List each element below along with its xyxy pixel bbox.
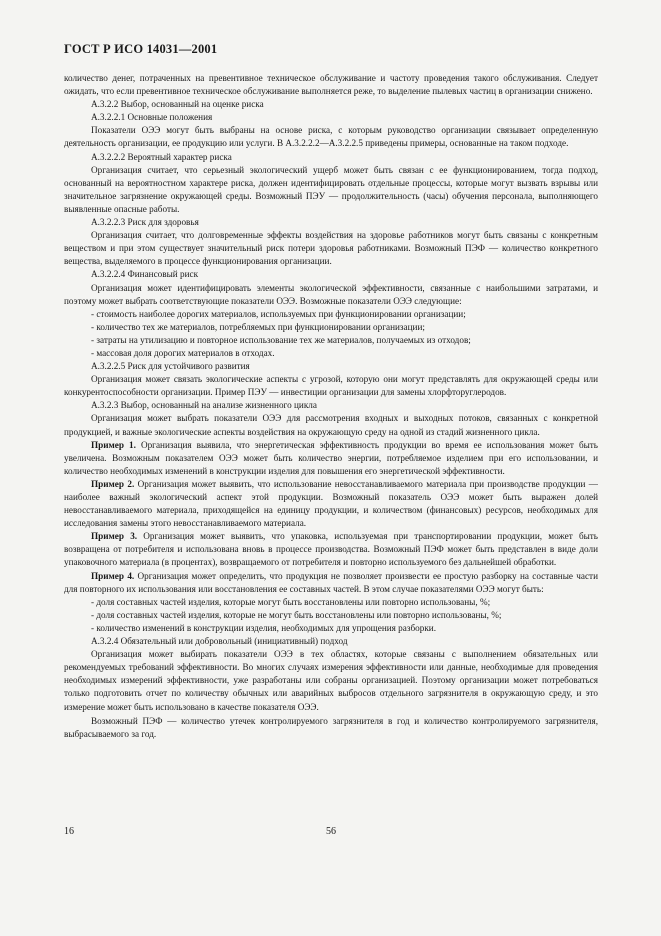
paragraph: Организация считает, что серьезный экологический ущерб может быть связан с ее функционированием, тогда подход, основанный на вероятностном характере риска, должен идентифицировать отдельные процессы, которые могут вызвать взрывы или значительное загрязнение окружающей среды. Возможный ПЭУ — продолжительность (часы) обучения персонала, выполняющего выявленные опасные работы. xyxy=(64,164,598,214)
section-heading: А.3.2.2.2 Вероятный характер риска xyxy=(91,151,232,162)
paragraph: Организация может выбрать показатели ОЭЭ для рассмотрения входных и выходных потоков, связанных с конкретной продукцией, и важные экологические аспекты воздействия на окружающую среду на одной из стадий жизненного цикла. xyxy=(64,413,598,437)
example-text: Организация выявила, что энергетическая эффективность продукции во время ее использования может быть увеличена. Возможным показателем ОЭЭ может быть количество энергии, потребляемое изделием при его использовании, и количество необходимых изменений в конструкции изделия для повышения его энергетической эффективности. xyxy=(64,439,598,476)
paragraph: Показатели ОЭЭ могут быть выбраны на основе риска, с которым руководство организации связывает определенную деятельность организации, ее продукцию или услуги. В А.3.2.2.2—А.3.2.2.5 приведены примеры, основанные на таком подходе. xyxy=(64,125,598,149)
section-heading: А.3.2.2 Выбор, основанный на оценке риска xyxy=(91,99,264,110)
example-label: Пример 3. xyxy=(91,531,138,542)
section-heading: А.3.2.2.3 Риск для здоровья xyxy=(91,217,199,228)
example-text: Организация может определить, что продукция не позволяет произвести ее простую разборку на составные части для повторного их использования или восстановления ее составных частей. В этом случае показателями ОЭЭ могут быть: xyxy=(64,570,598,594)
paragraph: Организация может идентифицировать элементы экологической эффективности, связанные с наибольшими затратами, и поэтому может выбрать соответствующие показатели ОЭЭ. Возможные показатели ОЭЭ следующие: xyxy=(64,282,598,306)
list-item: - доля составных частей изделия, которые могут быть восстановлены или повторно использованы, %; xyxy=(91,596,491,607)
example-label: Пример 1. xyxy=(91,439,136,450)
paragraph: количество денег, потраченных на превентивное техническое обслуживание и частоту проведения такого обслуживания. Следует ожидать, что если превентивное техническое обслуживание выполняется реже, то выделение пылевых частиц в организации снижено. xyxy=(64,73,598,97)
footer-page-number: 16 xyxy=(64,826,74,837)
section-heading: А.3.2.4 Обязательный или добровольный (инициативный) подход xyxy=(91,636,348,647)
paragraph: Возможный ПЭФ — количество утечек контролируемого загрязнителя в год и количество контролируемого загрязнителя, выбрасываемого за год. xyxy=(64,715,598,739)
list-item: - количество изменений в конструкции изделия, необходимых для упрощения разборки. xyxy=(91,622,437,633)
list-item: - доля составных частей изделия, которые не могут быть восстановлены или повторно использованы, %; xyxy=(91,609,502,620)
example-paragraph xyxy=(64,439,598,478)
document-header: ГОСТ Р ИСО 14031—2001 xyxy=(64,42,218,56)
list-item: - количество тех же материалов, потребляемых при функционировании организации; xyxy=(91,321,425,332)
footer-sheet-number: 56 xyxy=(326,826,336,837)
example-label: Пример 4. xyxy=(91,570,135,581)
example-label: Пример 2. xyxy=(91,478,135,489)
list-item: - затраты на утилизацию и повторное использование тех же материалов, получаемых из отходов; xyxy=(91,334,471,345)
section-heading: А.3.2.2.5 Риск для устойчивого развития xyxy=(91,361,250,372)
section-heading: А.3.2.2.1 Основные положения xyxy=(91,112,213,123)
section-heading: А.3.2.3 Выбор, основанный на анализе жизненного цикла xyxy=(91,400,317,411)
document-body xyxy=(64,72,598,741)
list-item: - массовая доля дорогих материалов в отходах. xyxy=(91,347,275,358)
example-paragraph xyxy=(64,530,598,569)
paragraph: Организация может связать экологические аспекты с угрозой, которую они могут представлять для окружающей среды или конкурентоспособности организации. Пример ПЭУ — инвестиции организации для замены хлорфторуглеродов. xyxy=(64,374,598,398)
paragraph: Организация считает, что долговременные эффекты воздействия на здоровье работников могут быть связаны с конкретным веществом и при этом существует значительный риск потери здоровья работниками. Возможный ПЭФ — количество конкретного вещества, выделяемого в процессе функционирования организации. xyxy=(64,230,598,267)
list-item: - стоимость наиболее дорогих материалов, используемых при функционировании организации; xyxy=(91,308,466,319)
section-heading: А.3.2.2.4 Финансовый риск xyxy=(91,269,199,280)
example-paragraph xyxy=(64,478,598,530)
example-text: Организация может выявить, что упаковка, используемая при транспортировании продукции, может быть возвращена от потребителя и использована вновь в процессе производства. Возможный ПЭФ может быть представлен в виде доли упаковочного материала (в процентах), возвращаемого от потребителя и повторно используемого без дальнейшей обработки. xyxy=(64,531,598,568)
example-text: Организация может выявить, что использование невосстанавливаемого материала при производстве продукции — наиболее важный экологический аспект этой продукции. Возможный показатель ОЭЭ может быть выражен долей невосстанавливаемого материала, приходящейся на единицу продукции, и количеством (финансовых) ресурсов, необходимых для исследования замены этого невосстанавливаемого материала. xyxy=(64,478,598,529)
paragraph: Организация может выбирать показатели ОЭЭ в тех областях, которые связаны с выполнением обязательных или рекомендуемых требований эффективности. Во многих случаях измерения эффективности или данные, необходимые для проведения необходимых измерений эффективности, уже разработаны или собраны организацией. Поэтому организации может потребоваться только подготовить отчет по количеству обычных или аварийных выбросов отдельного загрязнителя в окружающую среду, и это измерение может быть использовано в качестве показателя ОЭЭ. xyxy=(64,649,598,712)
example-paragraph xyxy=(64,570,598,596)
